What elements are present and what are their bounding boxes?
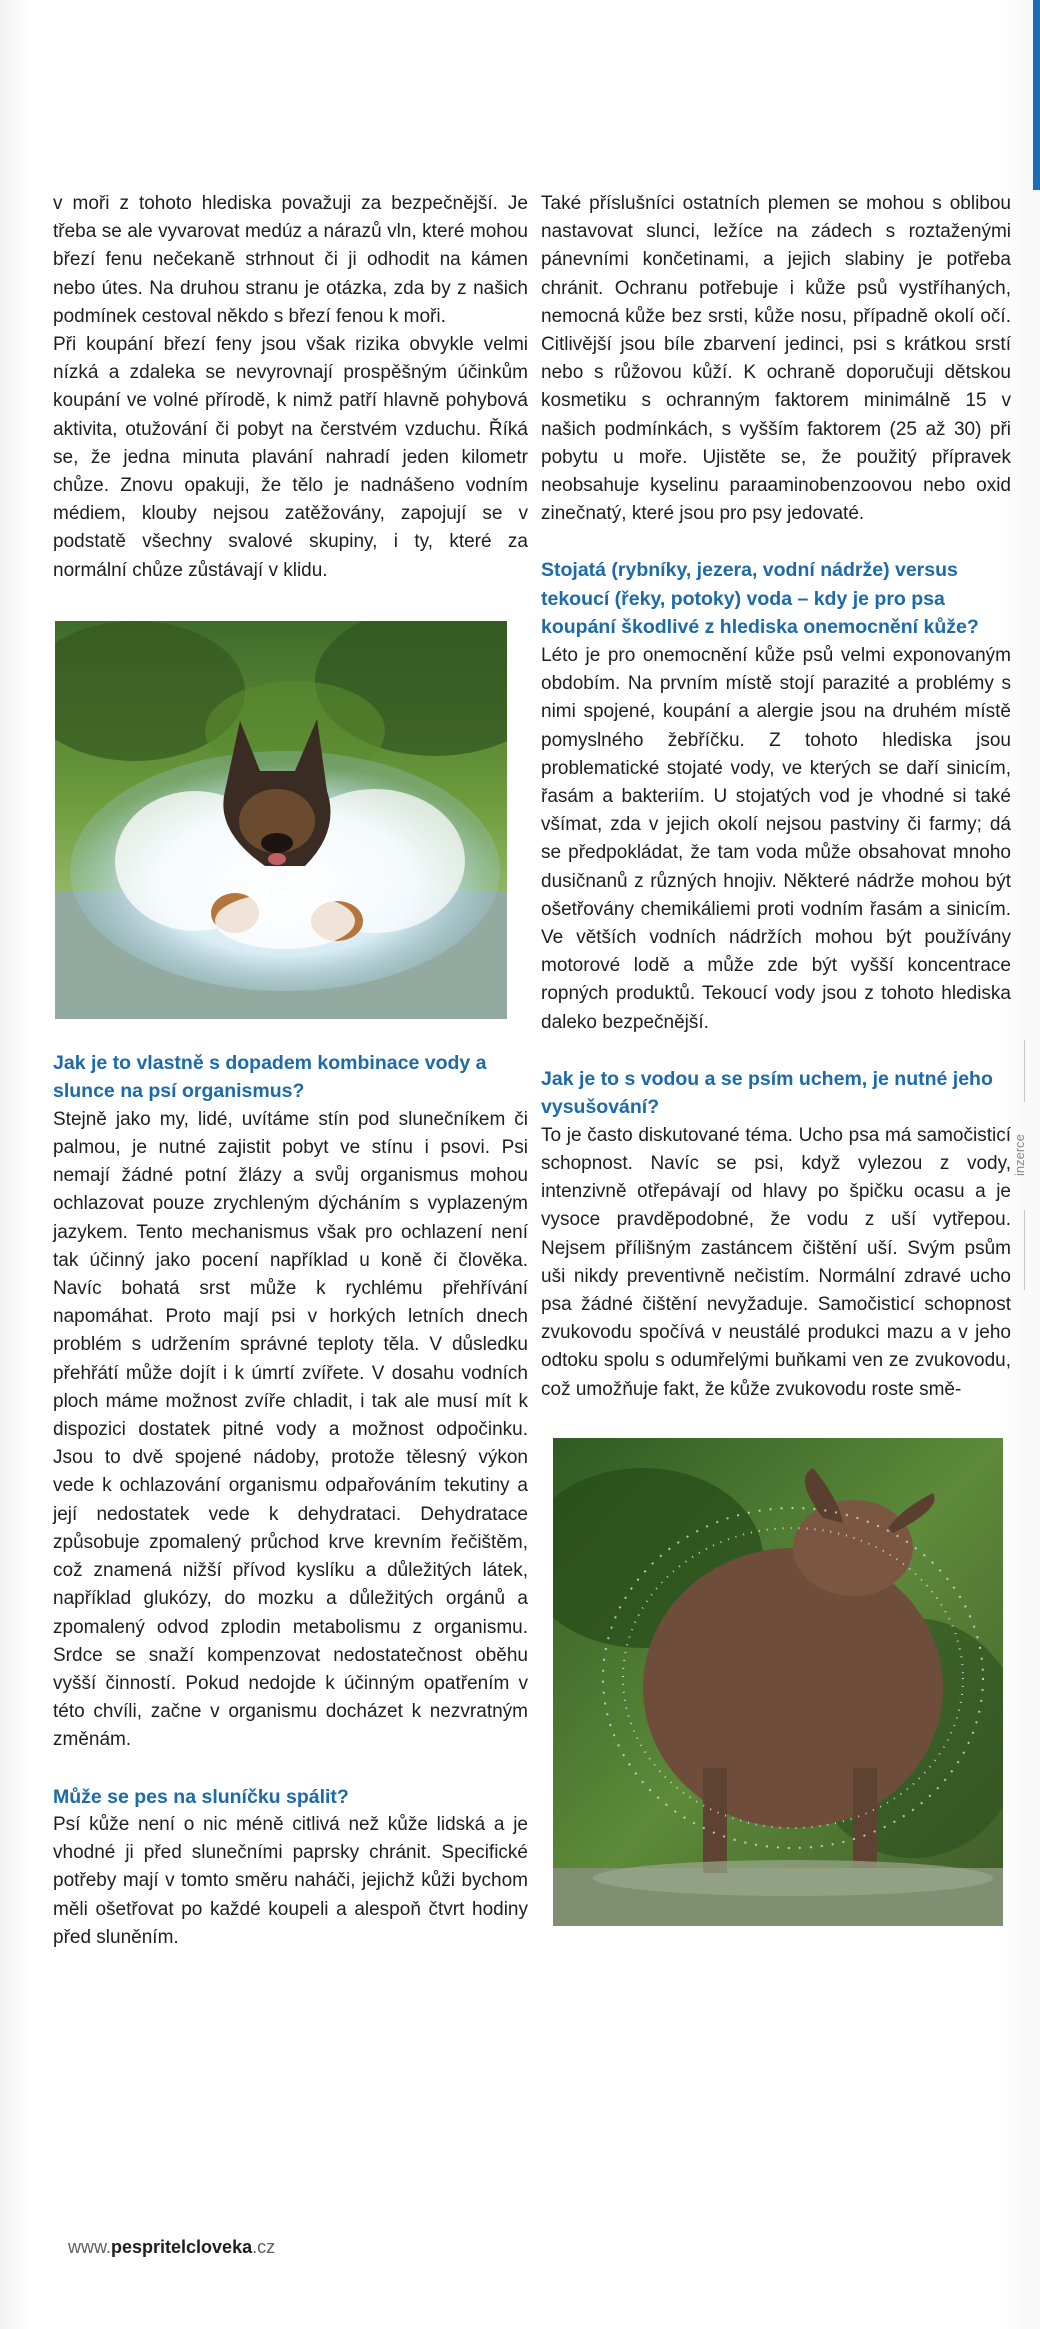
dog-shaking-illustration bbox=[553, 1438, 1003, 1926]
heading-ear-drying: Jak je to s vodou a se psím uchem, je nutné jeho vysušování? bbox=[541, 1067, 993, 1119]
heading-sunburn: Může se pes na sluníčku spálit? bbox=[53, 1785, 349, 1808]
footer-brand: pespritelcloveka bbox=[111, 2237, 253, 2257]
footer-website[interactable] bbox=[68, 2237, 275, 2258]
paragraph-ear-drying: To je často diskutované téma. Ucho psa má samočisticí schopnost. Navíc se psi, když vylezou z vody, intenzivně otřepávají od hlavy po špičku ocasu a je vysoce pravděpodobné, že vodu z uší vytřepou. Nejsem přílišným zastáncem čištění uší. Svým psům uši nikdy preventivně nečistím. Normální zdravé ucho psa žádné čištění nevyžaduje. Samočisticí schopnost zvukovodu spočívá v neustálé produkci mazu a v jeho odtoku spolu s odumřelými buňkami ven ze zvukovodu, což umožňuje fakt, že kůže zvukovodu roste smě- bbox=[541, 1124, 1011, 1400]
photo-dog-running-through-water bbox=[55, 621, 507, 1019]
side-rule-bottom bbox=[1024, 1210, 1025, 1290]
paragraph-sun-protection: Také příslušníci ostatních plemen se mohou s oblibou nastavovat slunci, ležíce na zádech s roztaženými pánevními končetinami, a jejich slabiny je potřeba chránit. Ochranu potřebuje i kůže psů vystříhaných, nemocná kůže bez srsti, kůže nosu, případně okolí očí. Citlivější jsou bíle zbarvení jedinci, psi s krátkou srstí nebo s růžovou kůží. K ochraně doporučuji dětskou kosmetiku s ochranným faktorem minimálně 15 v našich podmínkách, s vyšším faktorem (25 až 30) při pobytu u moře. Ujistěte se, že použitý přípravek neobsahuje kyselinu paraaminobenzoovou nebo oxid zinečnatý, které jsou pro psy jedovaté. bbox=[541, 193, 1011, 525]
paragraph-sunburn: Psí kůže není o nic méně citlivá než kůže lidská a je vhodné ji před slunečními paprsky chránit. Specifické potřeby mají v tomto směru naháči, jejichž kůži bychom měli ošetřovat po každé koupeli a alespoň čtvrt hodiny před sluněním. bbox=[53, 1814, 528, 1948]
paragraph-water-and-sun: Stejně jako my, lidé, uvítáme stín pod slunečníkem či palmou, je nutné zajistit pobyt ve stínu i psovi. Psi nemají žádné potní žlázy a svůj organismus mohou ochlazovat pouze zrychleným dýcháním s vyplazeným jazykem. Tento mechanismus však pro ochlazení není tak účinný jako pocení například u koně či člověka. Navíc bohatá srst může k rychlému přehřívání napomáhat. Proto mají psi v horkých letních dnech problém s udržením správné teploty těla. V důsledku přehřátí může dojít i k úmrtí zvířete. V dosahu vodních ploch máme možnost zvíře chladit, i tak ale musí mít k dispozici dostatek pitné vody a možnost odpočinku. Jsou to dvě spojené nádoby, protože tělesný výkon vede k ochlazování organismu odpařováním tekutiny a její nedostatek vede k dehydrataci. Dehydratace způsobuje zpomalený průchod krve krevním řečištěm, což znamená nižší přívod kyslíku a důležitých látek, například glukózy, do mozku a důležitých orgánů a zpomalený odvod zplodin metabolismu z organismu. Srdce se snaží kompenzovat nedostatečnost oběhu vyšší činností. Pokud nedojde k účinným opatřením v této chvíli, začne v organismu docházet k nezvratným změnám. bbox=[53, 1108, 528, 1751]
side-rule-top bbox=[1024, 1040, 1025, 1102]
footer-suffix: .cz bbox=[252, 2237, 276, 2257]
advertisement-label: inzerce bbox=[1012, 1134, 1027, 1176]
paragraph-standing-vs-flowing-water: Léto je pro onemocnění kůže psů velmi exponovaným obdobím. Na prvním místě stojí parazité a problémy s nimi spojené, koupání a alergie jsou na druhém místě pomyslného žebříčku. Z tohoto hlediska jsou problematické stojaté vody, ve kterých se daří sinicím, řasám a bakteriím. U stojatých vod je vhodné si také všímat, zda v jejich okolí nejsou pastviny či farmy; dá se předpokládat, že tam voda může obsahovat mnoho dusičnanů z různých hnojiv. Některé nádrže mohou být ošetřovány chemikáliemi proti vodním řasám a sinicím. Ve větších vodních nádržích mohou být používány motorové lodě a může zde být vyšší koncentrace ropných produktů. Tekoucí vody jsou z tohoto hlediska daleko bezpečnější. bbox=[541, 644, 1011, 1033]
paragraph-swimming-benefits: Při koupání březí feny jsou však rizika obvykle velmi nízká a zdaleka se nevyrovnají prospěšným účinkům koupání ve volné přírodě, k nimž patří hlavně pohybová aktivita, otužování či pobyt na čerstvém vzduchu. Říká se, že jedna minuta plavání nahradí jeden kilometr chůze. Znovu opakuji, že tělo je nadnášeno vodním médiem, klouby nejsou zatěžovány, zapojují se v podstatě všechny svalové skupiny, i ty, které za normální chůze zůstávají v klidu. bbox=[53, 334, 528, 581]
dog-running-illustration bbox=[55, 621, 507, 1019]
left-column bbox=[53, 190, 528, 1952]
heading-standing-vs-flowing-water: Stojatá (rybníky, jezera, vodní nádrže) versus tekoucí (řeky, potoky) voda – kdy je pro psa koupání škodlivé z hlediska onemocnění kůže? bbox=[541, 559, 979, 639]
right-column bbox=[541, 190, 1011, 1926]
footer-prefix: www. bbox=[68, 2237, 112, 2257]
paragraph-sea-pregnancy: v moři z tohoto hlediska považuji za bezpečnější. Je třeba se ale vyvarovat medúz a nárazů vln, které mohou březí fenu nečekaně strhnout či ji odhodit na kámen nebo útes. Na druhou stranu je otázka, zda by z našich podmínek cestoval někdo s březí fenou k moři. bbox=[53, 193, 528, 327]
heading-water-and-sun: Jak je to vlastně s dopadem kombinace vody a slunce na psí organismus? bbox=[53, 1051, 487, 1103]
page-edge-accent-bar bbox=[1033, 0, 1040, 190]
photo-dog-shaking-water bbox=[553, 1438, 1003, 1926]
